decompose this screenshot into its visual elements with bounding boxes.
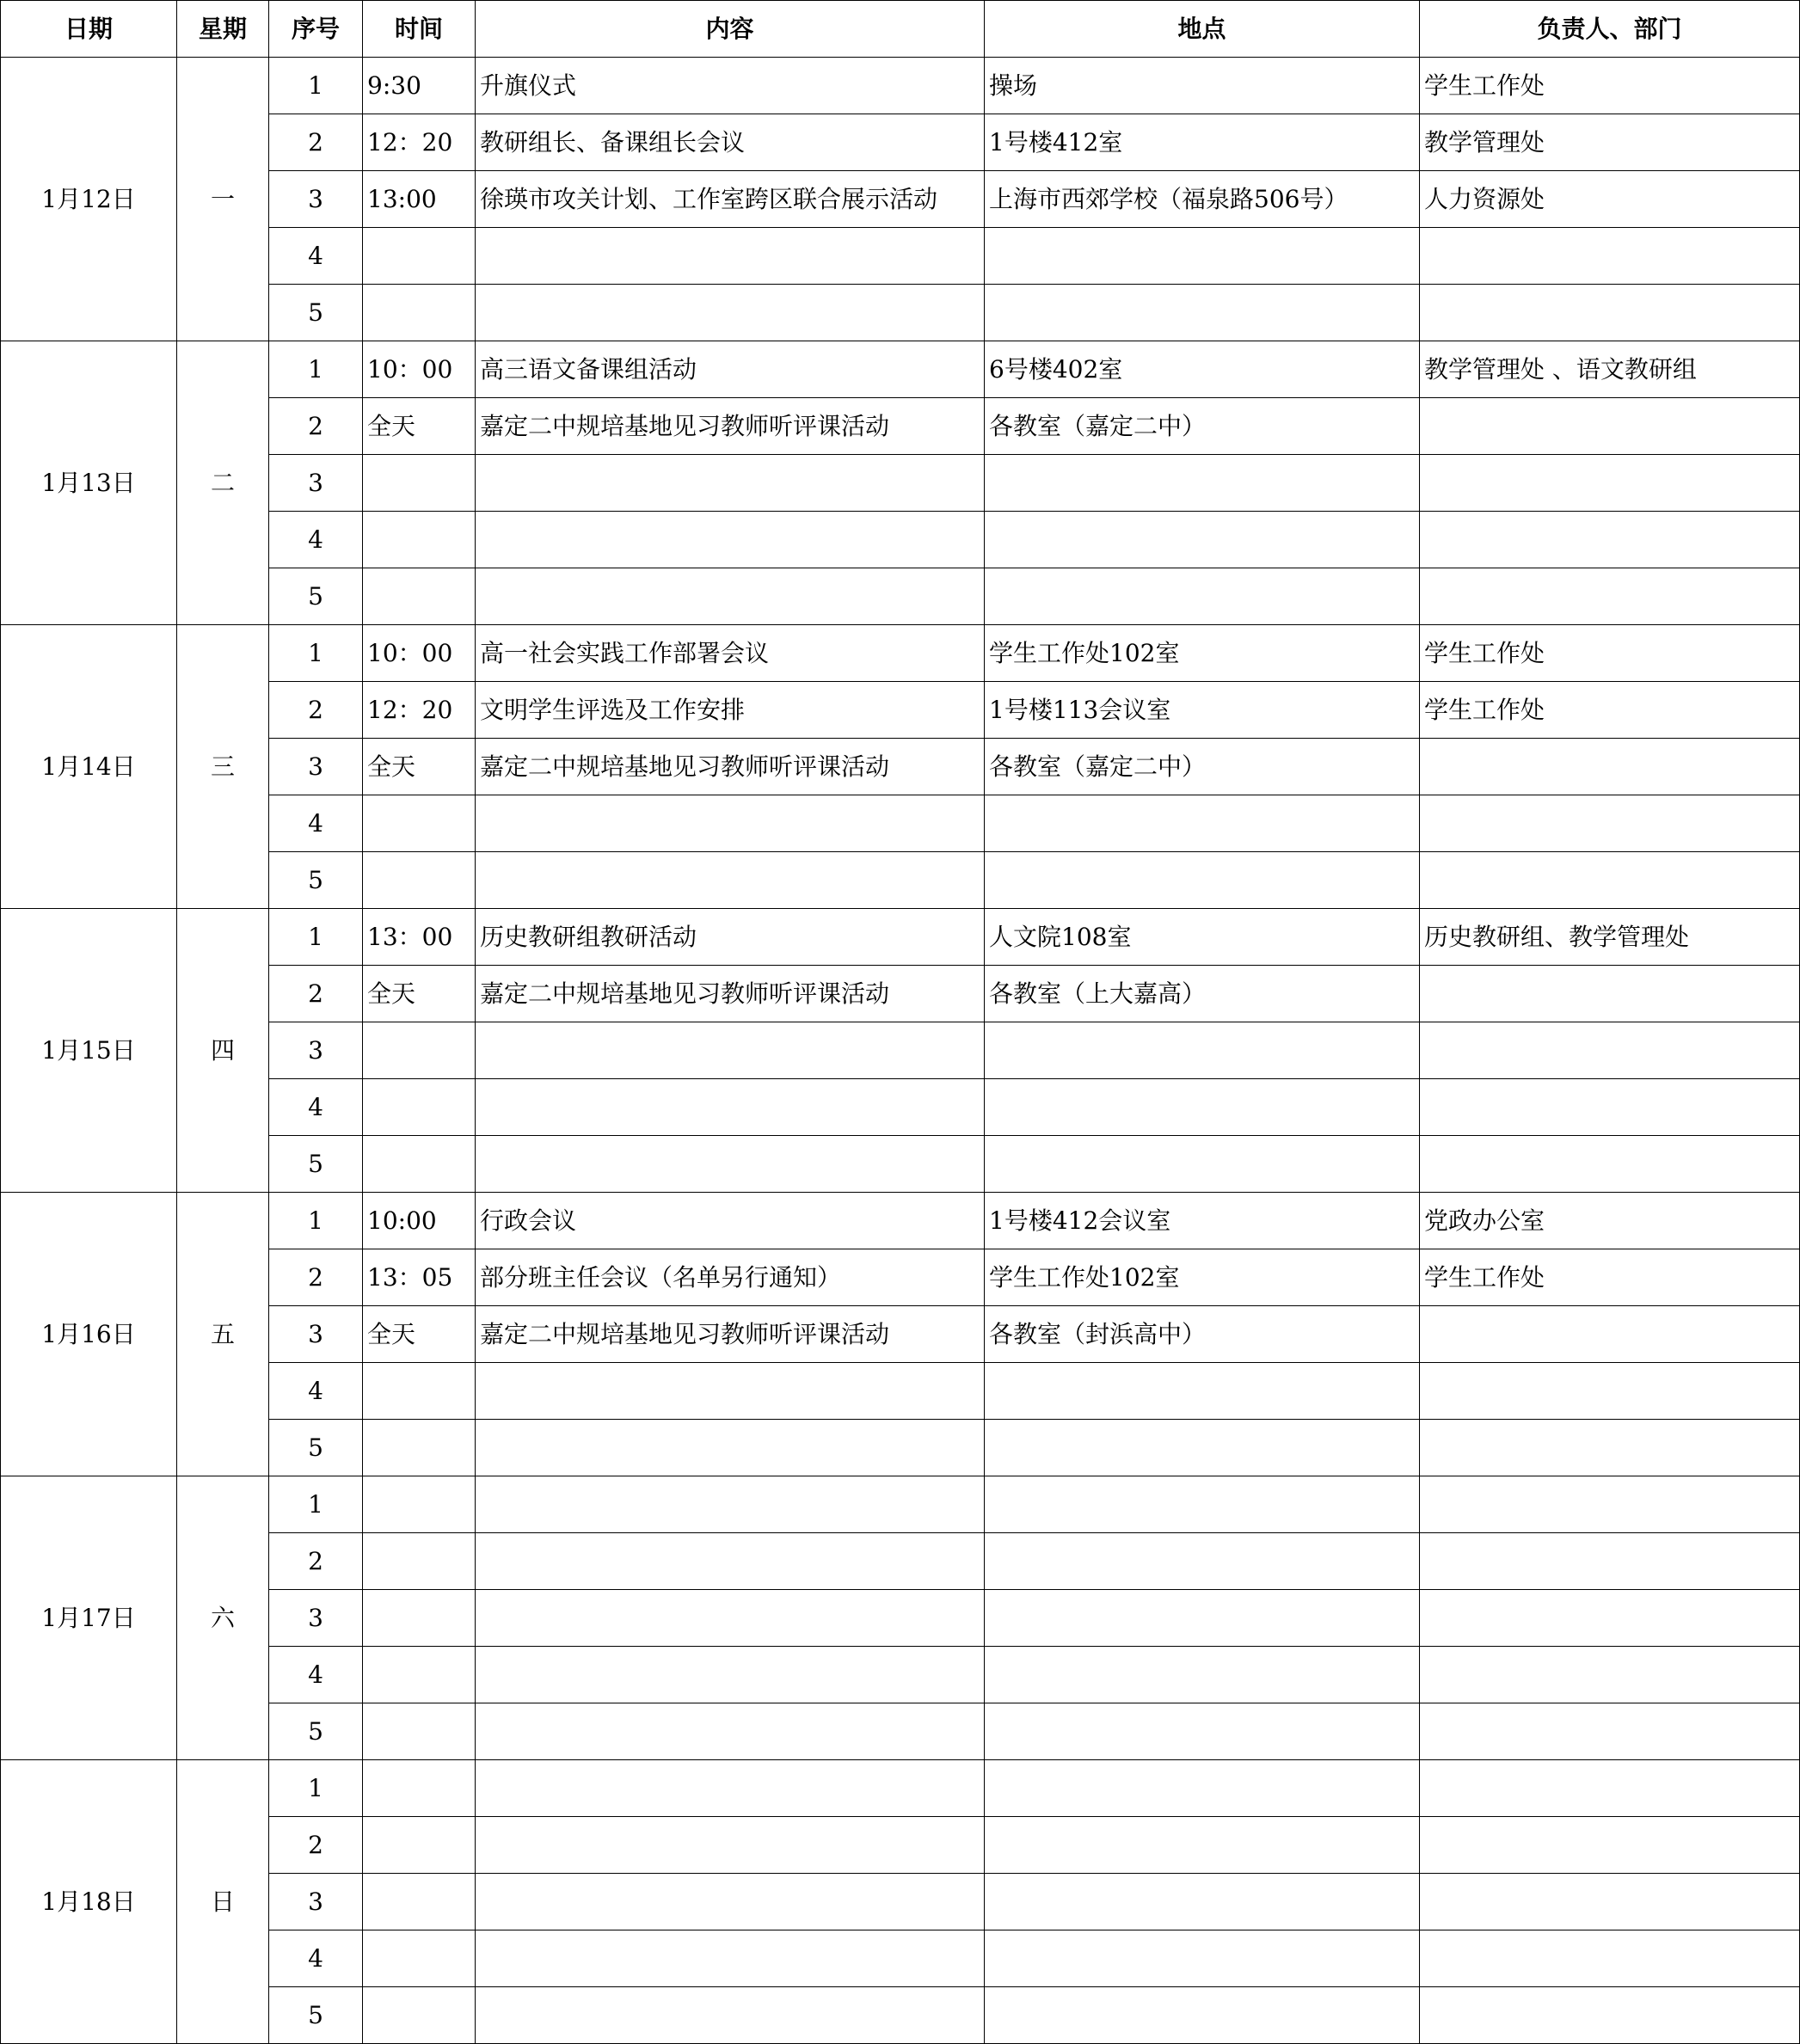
seq-cell: 3	[269, 1874, 363, 1930]
owner-cell	[1420, 1533, 1800, 1590]
date-cell: 1月12日	[1, 58, 177, 341]
content-cell	[476, 1874, 985, 1930]
content-cell	[476, 1703, 985, 1760]
seq-cell: 4	[269, 1647, 363, 1703]
time-cell: 13：05	[363, 1249, 476, 1306]
table-row	[1, 1420, 1800, 1476]
owner-cell	[1420, 966, 1800, 1022]
owner-cell: 历史教研组、教学管理处	[1420, 909, 1800, 966]
owner-cell	[1420, 1363, 1800, 1420]
content-cell: 历史教研组教研活动	[476, 909, 985, 966]
seq-cell: 4	[269, 1930, 363, 1987]
seq-cell: 4	[269, 795, 363, 852]
table-row	[1, 568, 1800, 625]
owner-cell	[1420, 1760, 1800, 1817]
place-cell: 操场	[985, 58, 1420, 114]
date-cell: 1月18日	[1, 1760, 177, 2044]
table-row	[1, 1363, 1800, 1420]
seq-cell: 4	[269, 1079, 363, 1136]
header-row	[1, 1, 1800, 58]
table-row	[1, 58, 1800, 114]
content-cell: 嘉定二中规培基地见习教师听评课活动	[476, 966, 985, 1022]
header-weekday: 星期	[177, 1, 269, 58]
time-cell	[363, 852, 476, 909]
content-cell: 文明学生评选及工作安排	[476, 682, 985, 739]
seq-cell: 5	[269, 1136, 363, 1193]
content-cell	[476, 1022, 985, 1079]
content-cell	[476, 1533, 985, 1590]
seq-cell: 1	[269, 909, 363, 966]
place-cell: 各教室（上大嘉高）	[985, 966, 1420, 1022]
content-cell: 嘉定二中规培基地见习教师听评课活动	[476, 398, 985, 455]
table-row	[1, 1079, 1800, 1136]
seq-cell: 1	[269, 1760, 363, 1817]
place-cell	[985, 1703, 1420, 1760]
place-cell	[985, 285, 1420, 341]
time-cell	[363, 1590, 476, 1647]
weekday-cell: 日	[177, 1760, 269, 2044]
owner-cell	[1420, 1590, 1800, 1647]
place-cell	[985, 1533, 1420, 1590]
time-cell	[363, 455, 476, 512]
content-cell: 行政会议	[476, 1193, 985, 1249]
place-cell: 各教室（嘉定二中）	[985, 739, 1420, 795]
owner-cell: 人力资源处	[1420, 171, 1800, 228]
seq-cell: 3	[269, 1590, 363, 1647]
time-cell	[363, 568, 476, 625]
time-cell: 13：00	[363, 909, 476, 966]
owner-cell: 学生工作处	[1420, 58, 1800, 114]
header-seq: 序号	[269, 1, 363, 58]
place-cell	[985, 1420, 1420, 1476]
content-cell	[476, 285, 985, 341]
time-cell: 12：20	[363, 114, 476, 171]
owner-cell	[1420, 1022, 1800, 1079]
time-cell: 9:30	[363, 58, 476, 114]
header-owner: 负责人、部门	[1420, 1, 1800, 58]
table-row	[1, 1306, 1800, 1363]
place-cell	[985, 455, 1420, 512]
header-place: 地点	[985, 1, 1420, 58]
time-cell	[363, 285, 476, 341]
table-row	[1, 1533, 1800, 1590]
place-cell	[985, 1647, 1420, 1703]
place-cell	[985, 1817, 1420, 1874]
table-row	[1, 1193, 1800, 1249]
owner-cell	[1420, 1874, 1800, 1930]
place-cell	[985, 228, 1420, 285]
seq-cell: 3	[269, 171, 363, 228]
place-cell	[985, 1930, 1420, 1987]
content-cell: 高一社会实践工作部署会议	[476, 625, 985, 682]
place-cell	[985, 795, 1420, 852]
seq-cell: 3	[269, 455, 363, 512]
content-cell	[476, 568, 985, 625]
owner-cell	[1420, 1930, 1800, 1987]
table-row	[1, 455, 1800, 512]
content-cell	[476, 1590, 985, 1647]
owner-cell	[1420, 1703, 1800, 1760]
time-cell: 10:00	[363, 1193, 476, 1249]
content-cell: 部分班主任会议（名单另行通知）	[476, 1249, 985, 1306]
time-cell: 10：00	[363, 625, 476, 682]
time-cell	[363, 512, 476, 568]
place-cell	[985, 1136, 1420, 1193]
content-cell	[476, 1647, 985, 1703]
content-cell: 嘉定二中规培基地见习教师听评课活动	[476, 739, 985, 795]
table-row	[1, 398, 1800, 455]
place-cell	[985, 1874, 1420, 1930]
owner-cell	[1420, 852, 1800, 909]
seq-cell: 4	[269, 512, 363, 568]
place-cell	[985, 1079, 1420, 1136]
seq-cell: 1	[269, 341, 363, 398]
time-cell: 全天	[363, 398, 476, 455]
date-cell: 1月16日	[1, 1193, 177, 1476]
table-row	[1, 1590, 1800, 1647]
seq-cell: 2	[269, 114, 363, 171]
owner-cell	[1420, 1420, 1800, 1476]
table-row	[1, 795, 1800, 852]
time-cell: 全天	[363, 966, 476, 1022]
content-cell	[476, 795, 985, 852]
table-row	[1, 909, 1800, 966]
header-date: 日期	[1, 1, 177, 58]
table-row	[1, 285, 1800, 341]
schedule-body	[1, 58, 1800, 2044]
time-cell	[363, 1930, 476, 1987]
seq-cell: 4	[269, 1363, 363, 1420]
table-row	[1, 1647, 1800, 1703]
content-cell	[476, 1817, 985, 1874]
date-cell: 1月13日	[1, 341, 177, 625]
content-cell	[476, 1420, 985, 1476]
time-cell	[363, 1420, 476, 1476]
table-row	[1, 1760, 1800, 1817]
owner-cell	[1420, 795, 1800, 852]
place-cell	[985, 852, 1420, 909]
content-cell	[476, 852, 985, 909]
time-cell: 全天	[363, 1306, 476, 1363]
date-cell: 1月17日	[1, 1476, 177, 1760]
content-cell	[476, 512, 985, 568]
table-row	[1, 1022, 1800, 1079]
place-cell: 学生工作处102室	[985, 625, 1420, 682]
seq-cell: 2	[269, 1533, 363, 1590]
content-cell	[476, 1136, 985, 1193]
owner-cell: 学生工作处	[1420, 625, 1800, 682]
weekday-cell: 五	[177, 1193, 269, 1476]
table-row	[1, 512, 1800, 568]
owner-cell	[1420, 1817, 1800, 1874]
place-cell: 各教室（嘉定二中）	[985, 398, 1420, 455]
table-row	[1, 1874, 1800, 1930]
time-cell	[363, 1987, 476, 2044]
seq-cell: 2	[269, 1817, 363, 1874]
content-cell	[476, 1079, 985, 1136]
table-row	[1, 966, 1800, 1022]
owner-cell	[1420, 1136, 1800, 1193]
time-cell	[363, 1647, 476, 1703]
owner-cell	[1420, 1306, 1800, 1363]
seq-cell: 2	[269, 682, 363, 739]
content-cell: 升旗仪式	[476, 58, 985, 114]
seq-cell: 5	[269, 1703, 363, 1760]
owner-cell	[1420, 739, 1800, 795]
owner-cell	[1420, 1079, 1800, 1136]
table-row	[1, 625, 1800, 682]
time-cell	[363, 228, 476, 285]
place-cell	[985, 1987, 1420, 2044]
content-cell	[476, 1760, 985, 1817]
place-cell: 1号楼113会议室	[985, 682, 1420, 739]
owner-cell	[1420, 455, 1800, 512]
weekday-cell: 四	[177, 909, 269, 1193]
content-cell	[476, 1363, 985, 1420]
owner-cell: 学生工作处	[1420, 1249, 1800, 1306]
seq-cell: 1	[269, 625, 363, 682]
seq-cell: 2	[269, 1249, 363, 1306]
seq-cell: 5	[269, 1420, 363, 1476]
seq-cell: 5	[269, 285, 363, 341]
seq-cell: 5	[269, 1987, 363, 2044]
owner-cell: 党政办公室	[1420, 1193, 1800, 1249]
table-row	[1, 341, 1800, 398]
owner-cell: 教学管理处 、语文教研组	[1420, 341, 1800, 398]
place-cell: 上海市西郊学校（福泉路506号）	[985, 171, 1420, 228]
place-cell: 6号楼402室	[985, 341, 1420, 398]
owner-cell	[1420, 1647, 1800, 1703]
place-cell: 人文院108室	[985, 909, 1420, 966]
table-row	[1, 739, 1800, 795]
place-cell	[985, 512, 1420, 568]
place-cell	[985, 1760, 1420, 1817]
content-cell	[476, 228, 985, 285]
time-cell	[363, 1022, 476, 1079]
seq-cell: 1	[269, 1193, 363, 1249]
content-cell: 高三语文备课组活动	[476, 341, 985, 398]
owner-cell	[1420, 228, 1800, 285]
place-cell: 学生工作处102室	[985, 1249, 1420, 1306]
time-cell	[363, 795, 476, 852]
time-cell	[363, 1874, 476, 1930]
owner-cell	[1420, 1476, 1800, 1533]
time-cell: 全天	[363, 739, 476, 795]
seq-cell: 2	[269, 398, 363, 455]
time-cell	[363, 1476, 476, 1533]
time-cell	[363, 1363, 476, 1420]
content-cell	[476, 1987, 985, 2044]
table-row	[1, 228, 1800, 285]
time-cell: 10：00	[363, 341, 476, 398]
place-cell	[985, 568, 1420, 625]
date-cell: 1月14日	[1, 625, 177, 909]
table-row	[1, 171, 1800, 228]
time-cell: 13:00	[363, 171, 476, 228]
table-row	[1, 682, 1800, 739]
owner-cell: 教学管理处	[1420, 114, 1800, 171]
time-cell	[363, 1136, 476, 1193]
place-cell	[985, 1022, 1420, 1079]
owner-cell	[1420, 285, 1800, 341]
content-cell: 教研组长、备课组长会议	[476, 114, 985, 171]
seq-cell: 4	[269, 228, 363, 285]
table-row	[1, 1136, 1800, 1193]
weekday-cell: 六	[177, 1476, 269, 1760]
table-row	[1, 852, 1800, 909]
place-cell	[985, 1590, 1420, 1647]
seq-cell: 1	[269, 1476, 363, 1533]
seq-cell: 5	[269, 568, 363, 625]
table-row	[1, 1703, 1800, 1760]
weekday-cell: 三	[177, 625, 269, 909]
content-cell: 徐瑛市攻关计划、工作室跨区联合展示活动	[476, 171, 985, 228]
weekday-cell: 一	[177, 58, 269, 341]
owner-cell: 学生工作处	[1420, 682, 1800, 739]
seq-cell: 1	[269, 58, 363, 114]
time-cell	[363, 1817, 476, 1874]
place-cell: 各教室（封浜高中）	[985, 1306, 1420, 1363]
date-cell: 1月15日	[1, 909, 177, 1193]
seq-cell: 3	[269, 1022, 363, 1079]
seq-cell: 3	[269, 739, 363, 795]
place-cell	[985, 1363, 1420, 1420]
table-row	[1, 114, 1800, 171]
place-cell: 1号楼412会议室	[985, 1193, 1420, 1249]
header-time: 时间	[363, 1, 476, 58]
weekday-cell: 二	[177, 341, 269, 625]
content-cell: 嘉定二中规培基地见习教师听评课活动	[476, 1306, 985, 1363]
table-row	[1, 1930, 1800, 1987]
owner-cell	[1420, 568, 1800, 625]
time-cell	[363, 1533, 476, 1590]
table-row	[1, 1249, 1800, 1306]
table-row	[1, 1817, 1800, 1874]
seq-cell: 3	[269, 1306, 363, 1363]
table-row	[1, 1987, 1800, 2044]
time-cell: 12：20	[363, 682, 476, 739]
table-row	[1, 1476, 1800, 1533]
owner-cell	[1420, 512, 1800, 568]
owner-cell	[1420, 1987, 1800, 2044]
content-cell	[476, 1476, 985, 1533]
seq-cell: 2	[269, 966, 363, 1022]
place-cell	[985, 1476, 1420, 1533]
place-cell: 1号楼412室	[985, 114, 1420, 171]
owner-cell	[1420, 398, 1800, 455]
seq-cell: 5	[269, 852, 363, 909]
time-cell	[363, 1079, 476, 1136]
content-cell	[476, 455, 985, 512]
time-cell	[363, 1760, 476, 1817]
content-cell	[476, 1930, 985, 1987]
header-content: 内容	[476, 1, 985, 58]
time-cell	[363, 1703, 476, 1760]
